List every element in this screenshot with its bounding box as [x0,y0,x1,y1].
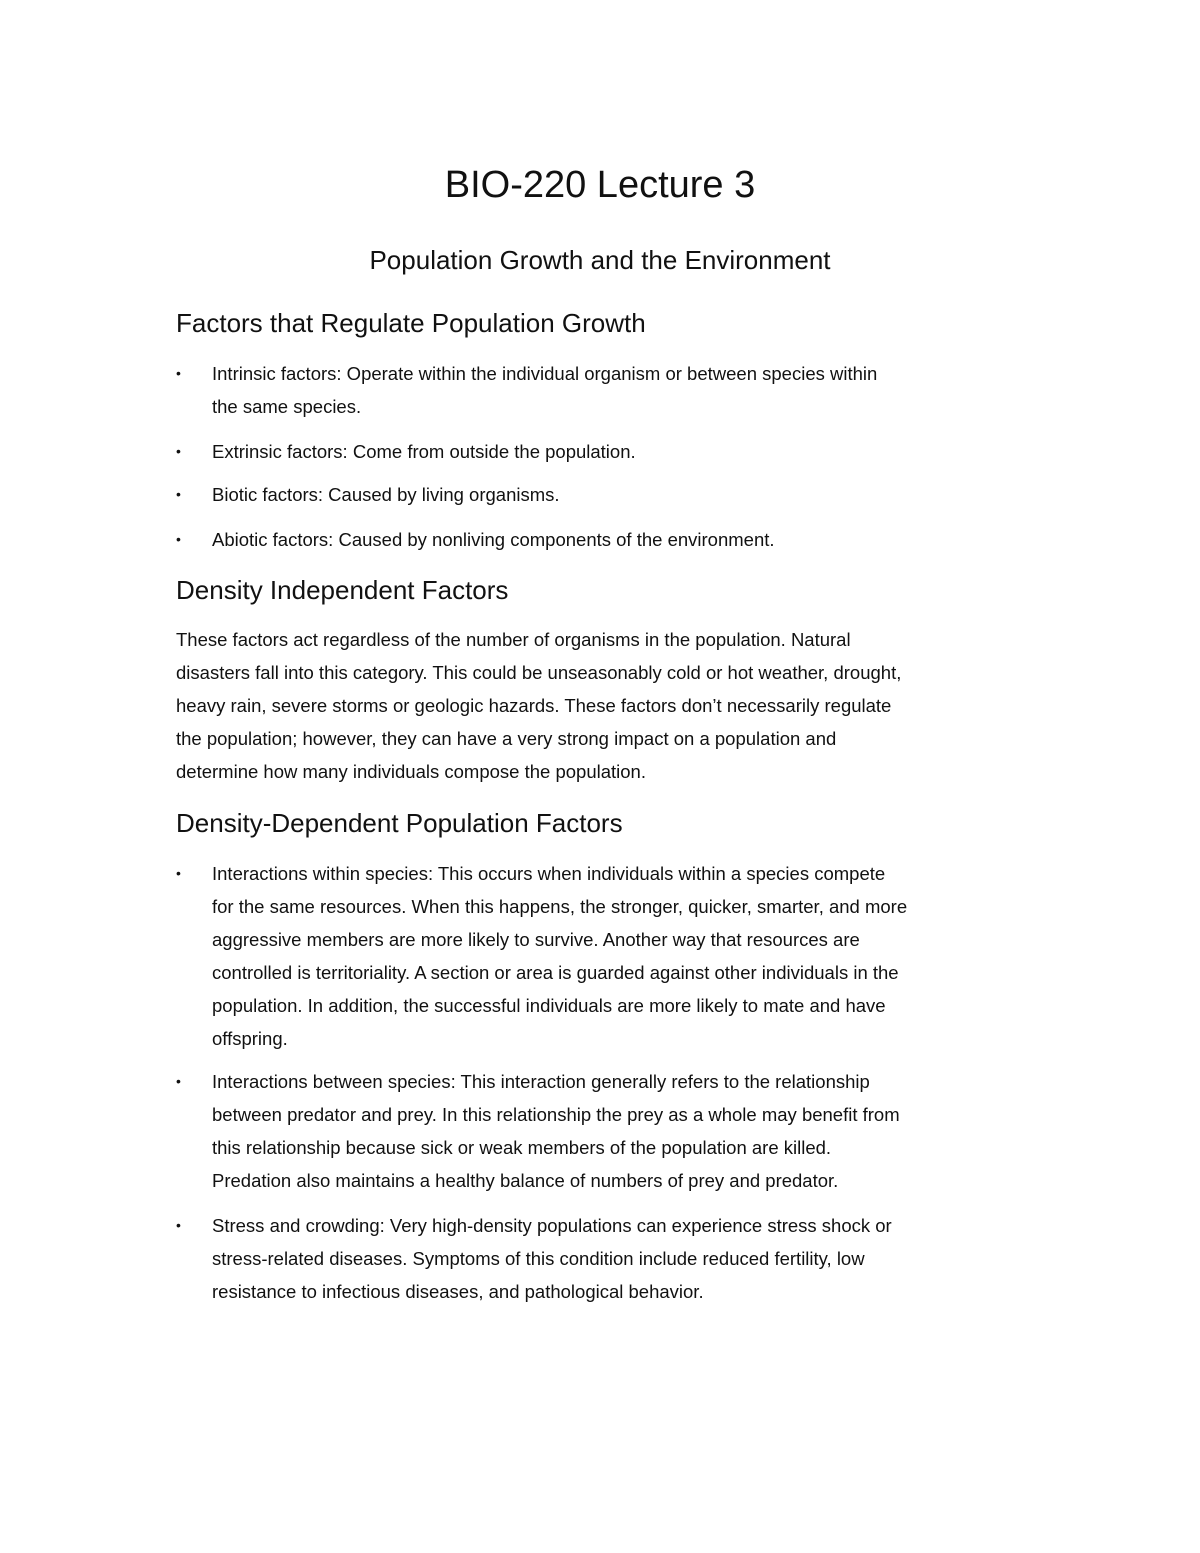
list-item-text [212,1065,900,1197]
list-item-line: Interactions between species: This interaction generally refers to the relationship [212,1071,870,1092]
list-item-line: Extrinsic factors: Come from outside the population. [212,441,636,462]
list-item-line: this relationship because sick or weak members of the population are killed. [212,1137,832,1158]
document-subtitle: Population Growth and the Environment [369,245,831,275]
section-heading-regulate: Factors that Regulate Population Growth [176,308,646,338]
list-item-line: Biotic factors: Caused by living organisms. [212,484,560,505]
bullet-icon: • [176,1073,181,1089]
list-item-line: between predator and prey. In this relationship the prey as a whole may benefit from [212,1104,900,1125]
list-item-line: aggressive members are more likely to survive. Another way that resources are [212,929,860,950]
list-item-line: population. In addition, the successful individuals are more likely to mate and have [212,995,886,1016]
paragraph-density-independent [176,623,901,788]
bullet-icon: • [176,365,181,381]
list-item-line: resistance to infectious diseases, and pathological behavior. [212,1281,704,1302]
paragraph-line: heavy rain, severe storms or geologic hazards. These factors don’t necessarily regulate [176,695,892,716]
list-item-line: Abiotic factors: Caused by nonliving components of the environment. [212,529,775,550]
list-item-text [212,857,907,1055]
list-item-text [212,435,636,468]
list-item-line: offspring. [212,1028,288,1049]
bullet-icon: • [176,443,181,459]
section-heading-density-independent: Density Independent Factors [176,575,509,605]
paragraph-line: These factors act regardless of the number of organisms in the population. Natural [176,629,851,650]
list-item-line: Intrinsic factors: Operate within the individual organism or between species within [212,363,878,384]
bullet-icon: • [176,1217,181,1233]
list-item-line: Interactions within species: This occurs when individuals within a species compete [212,863,886,884]
list-item-text [212,1209,892,1308]
list-item-line: stress-related diseases. Symptoms of this condition include reduced fertility, low [212,1248,865,1269]
paragraph-line: disasters fall into this category. This could be unseasonably cold or hot weather, drought, [176,662,902,683]
list-item-text [212,357,877,423]
document-title: BIO-220 Lecture 3 [444,164,756,206]
list-item-text [212,478,560,511]
bullet-icon: • [176,531,181,547]
list-item-line: for the same resources. When this happens, the stronger, quicker, smarter, and more [212,896,908,917]
bullet-icon: • [176,865,181,881]
bullet-icon: • [176,486,181,502]
list-item-text [212,523,775,556]
list-item-line: controlled is territoriality. A section or area is guarded against other individuals in the [212,962,899,983]
list-item-line: Predation also maintains a healthy balance of numbers of prey and predator. [212,1170,839,1191]
list-item-line: the same species. [212,396,362,417]
paragraph-line: the population; however, they can have a very strong impact on a population and [176,728,837,749]
paragraph-line: determine how many individuals compose the population. [176,761,646,782]
list-item-line: Stress and crowding: Very high-density populations can experience stress shock or [212,1215,892,1236]
section-heading-density-dependent: Density-Dependent Population Factors [176,808,623,838]
